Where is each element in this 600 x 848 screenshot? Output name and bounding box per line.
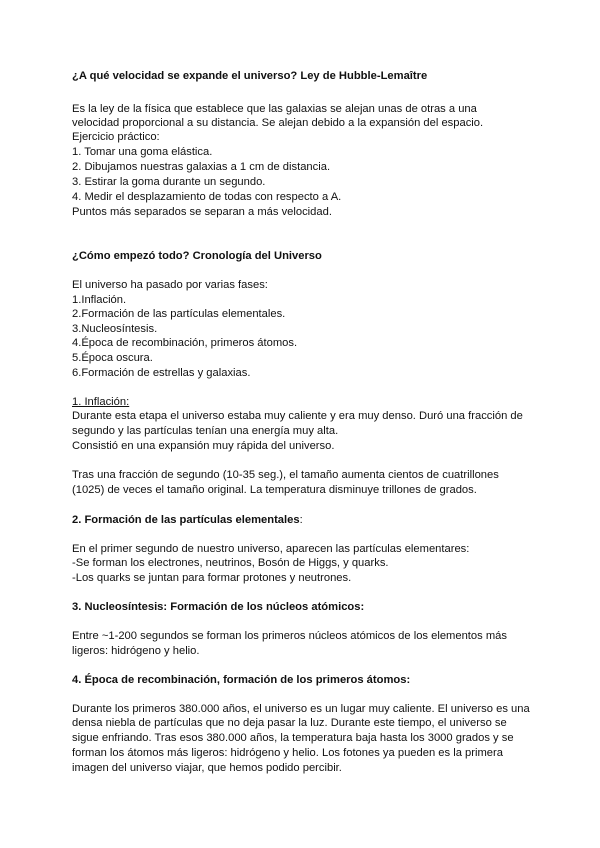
section-title-nucleosintesis: 3. Nucleosíntesis: Formación de los núcleos atómicos: bbox=[72, 601, 365, 613]
section-title-hubble: ¿A qué velocidad se expande el universo? Ley de Hubble-Lemaître bbox=[72, 70, 428, 82]
paragraph-line: Puntos más separados se separan a más velocidad. bbox=[72, 206, 332, 218]
paragraph-line: -Los quarks se juntan para formar protones y neutrones. bbox=[72, 572, 352, 584]
list-item: 1. Tomar una goma elástica. bbox=[72, 146, 213, 158]
paragraph-line: El universo ha pasado por varias fases: bbox=[72, 279, 268, 291]
paragraph-line: -Se forman los electrones, neutrinos, Bosón de Higgs, y quarks. bbox=[72, 557, 389, 569]
section-title-recombinacion: 4. Época de recombinación, formación de los primeros átomos: bbox=[72, 674, 411, 686]
list-item: 4. Medir el desplazamiento de todas con respecto a A. bbox=[72, 191, 342, 203]
list-item: 3.Nucleosíntesis. bbox=[72, 323, 158, 335]
paragraph-line: ligeros: hidrógeno y helio. bbox=[72, 645, 200, 657]
paragraph-line: Tras una fracción de segundo (10-35 seg.), el tamaño aumenta cientos de cuatrillones bbox=[72, 469, 499, 481]
paragraph-line: imagen del universo viajar, que hemos podido percibir. bbox=[72, 762, 342, 774]
paragraph-line: En el primer segundo de nuestro universo, aparecen las partículas elementares: bbox=[72, 543, 470, 555]
section-title-cronologia: ¿Cómo empezó todo? Cronología del Universo bbox=[72, 250, 322, 262]
section-title-particulas bbox=[72, 513, 303, 527]
list-item: 2.Formación de las partículas elementales. bbox=[72, 308, 286, 320]
section-title-colon: : bbox=[299, 514, 303, 526]
paragraph-line: densa niebla de partículas que no deja pasar la luz. Durante este tiempo, el universo se bbox=[72, 717, 507, 729]
list-item: 2. Dibujamos nuestras galaxias a 1 cm de distancia. bbox=[72, 161, 331, 173]
list-item: 3. Estirar la goma durante un segundo. bbox=[72, 176, 266, 188]
subsection-heading-inflacion: 1. Inflación: bbox=[72, 396, 130, 408]
paragraph-line: velocidad proporcional a su distancia. Se alejan debido a la expansión del espacio. bbox=[72, 117, 484, 129]
list-item: 5.Época oscura. bbox=[72, 352, 153, 364]
list-item: 6.Formación de estrellas y galaxias. bbox=[72, 367, 251, 379]
paragraph-line: segundo y las partículas tenían una energía muy alta. bbox=[72, 425, 339, 437]
paragraph-line: Entre ~1-200 segundos se forman los primeros núcleos atómicos de los elementos más bbox=[72, 630, 507, 642]
paragraph-line: Durante los primeros 380.000 años, el universo es un lugar muy caliente. El universo es una bbox=[72, 703, 530, 715]
paragraph-line: Consistió en una expansión muy rápida del universo. bbox=[72, 440, 335, 452]
paragraph-line: Durante esta etapa el universo estaba muy caliente y era muy denso. Duró una fracción de bbox=[72, 410, 523, 422]
list-item: 1.Inflación. bbox=[72, 294, 127, 306]
list-item: 4.Época de recombinación, primeros átomos. bbox=[72, 337, 298, 349]
section-title-text: 2. Formación de las partículas elementales bbox=[72, 514, 300, 526]
paragraph-line: (1025) de veces el tamaño original. La temperatura disminuye trillones de grados. bbox=[72, 484, 477, 496]
paragraph-line: sigue enfriando. Tras esos 380.000 años, la temperatura baja hasta los 3000 grados y se bbox=[72, 732, 514, 744]
paragraph-line: forman los átomos más ligeros: hidrógeno y helio. Los fotones ya pueden es la primera bbox=[72, 747, 503, 759]
paragraph-line: Es la ley de la física que establece que las galaxias se alejan unas de otras a una bbox=[72, 103, 477, 115]
paragraph-line: Ejercicio práctico: bbox=[72, 131, 160, 143]
